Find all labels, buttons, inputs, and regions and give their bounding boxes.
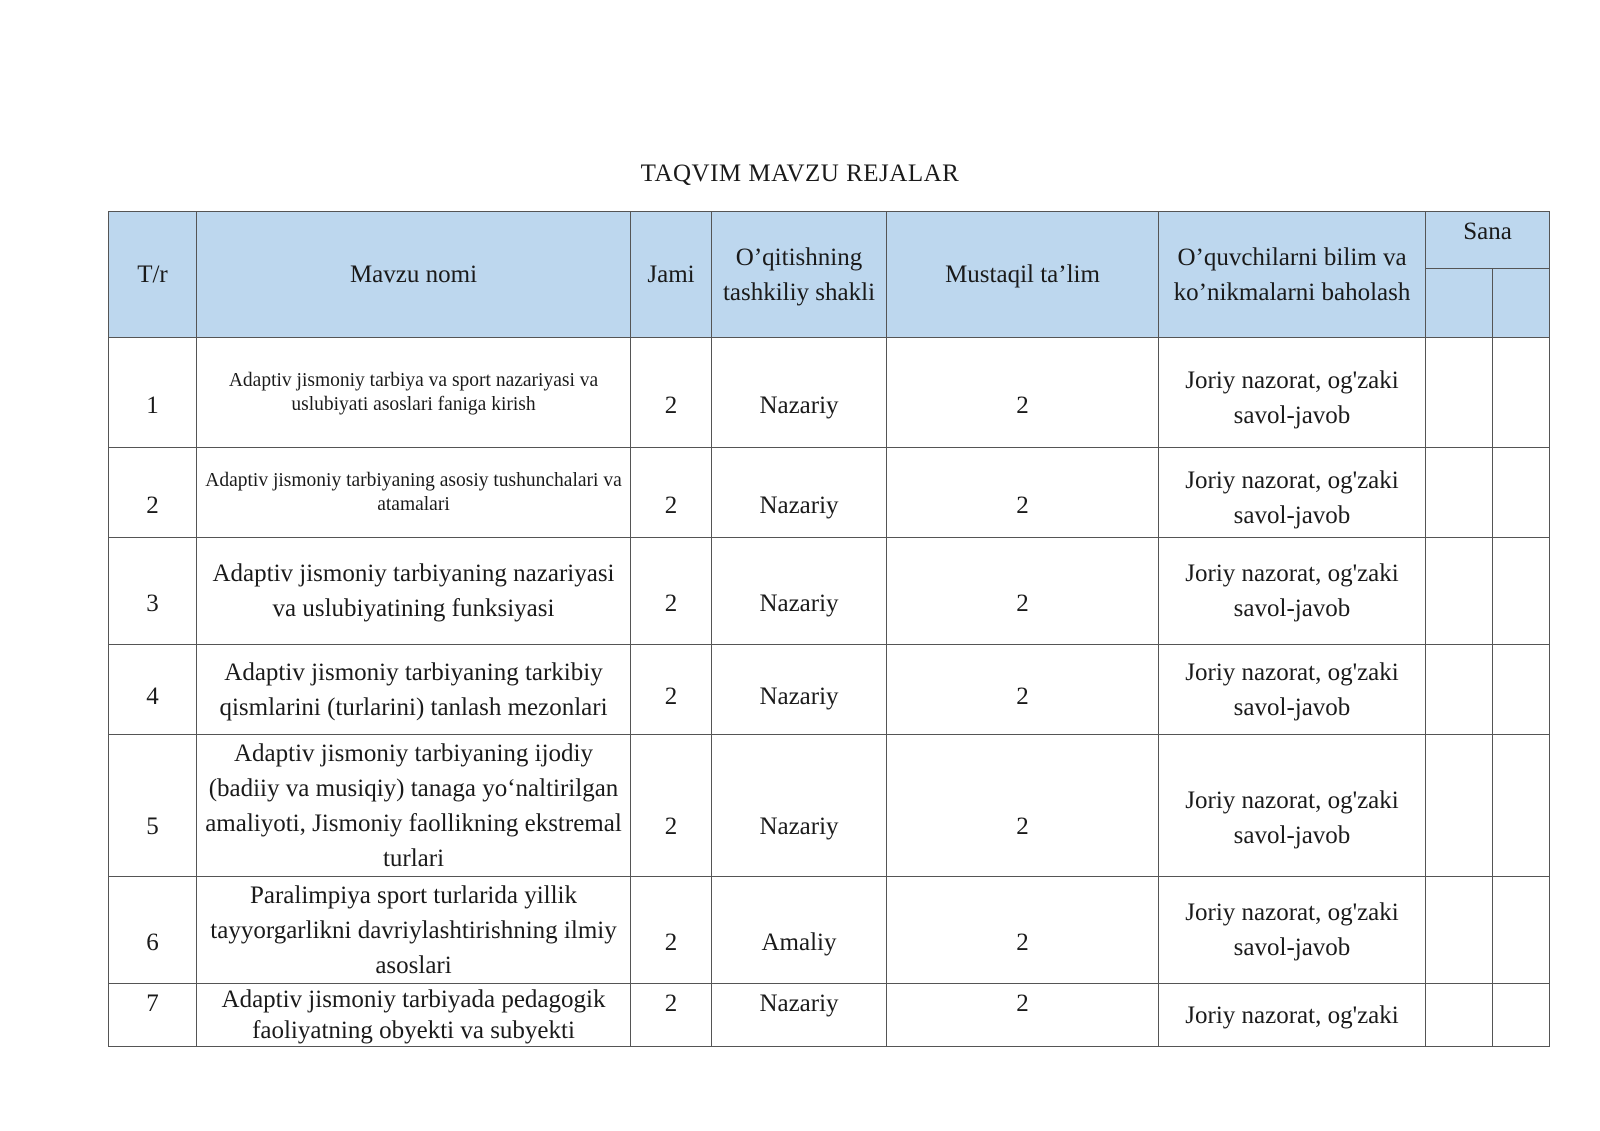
table-row <box>109 645 1550 735</box>
row-topic: Paralimpiya sport turlarida yillik tayyorgarlikni davriylashtirishning ilmiy asoslari <box>197 877 631 984</box>
header-num: T/r <box>109 212 197 338</box>
header-form: O’qitishning tashkiliy shakli <box>712 212 887 338</box>
row-independent: 2 <box>887 448 1159 538</box>
row-form: Amaliy <box>712 877 887 984</box>
table-row <box>109 448 1550 538</box>
row-assessment: Joriy nazorat, og'zaki savol-javob <box>1159 877 1426 984</box>
row-form: Nazariy <box>712 448 887 538</box>
row-date-cell-1[interactable] <box>1426 735 1493 877</box>
row-form: Nazariy <box>712 984 887 1047</box>
row-number: 4 <box>109 645 197 735</box>
row-date-cell-1[interactable] <box>1426 877 1493 984</box>
row-assessment: Joriy nazorat, og'zaki savol-javob <box>1159 735 1426 877</box>
header-independent: Mustaqil ta’lim <box>887 212 1159 338</box>
row-topic: Adaptiv jismoniy tarbiyaning tarkibiy qismlarini (turlarini) tanlash mezonlari <box>197 645 631 735</box>
row-number: 5 <box>109 735 197 877</box>
row-date-cell-2[interactable] <box>1493 538 1550 645</box>
row-date-cell-1[interactable] <box>1426 645 1493 735</box>
row-form: Nazariy <box>712 338 887 448</box>
header-date: Sana <box>1426 212 1550 269</box>
row-assessment: Joriy nazorat, og'zaki savol-javob <box>1159 338 1426 448</box>
row-topic: Adaptiv jismoniy tarbiyaning nazariyasi va uslubiyatining funksiyasi <box>197 538 631 645</box>
row-total: 2 <box>631 448 712 538</box>
row-total: 2 <box>631 984 712 1047</box>
row-total: 2 <box>631 877 712 984</box>
header-date-sub-2 <box>1493 269 1550 338</box>
table-row <box>109 984 1550 1047</box>
calendar-plan-table <box>108 211 1550 1047</box>
row-date-cell-2[interactable] <box>1493 735 1550 877</box>
row-number: 3 <box>109 538 197 645</box>
row-assessment: Joriy nazorat, og'zaki savol-javob <box>1159 448 1426 538</box>
header-total: Jami <box>631 212 712 338</box>
row-date-cell-2[interactable] <box>1493 645 1550 735</box>
row-form: Nazariy <box>712 735 887 877</box>
row-date-cell-2[interactable] <box>1493 338 1550 448</box>
table-row <box>109 338 1550 448</box>
row-number: 2 <box>109 448 197 538</box>
row-form: Nazariy <box>712 645 887 735</box>
document-title: TAQVIM MAVZU REJALAR <box>640 160 960 187</box>
row-assessment: Joriy nazorat, og'zaki savol-javob <box>1159 645 1426 735</box>
row-total: 2 <box>631 735 712 877</box>
header-assessment: O’quvchilarni bilim va ko’nikmalarni baholash <box>1159 212 1426 338</box>
table-row <box>109 538 1550 645</box>
row-date-cell-2[interactable] <box>1493 877 1550 984</box>
row-independent: 2 <box>887 538 1159 645</box>
row-total: 2 <box>631 538 712 645</box>
row-total: 2 <box>631 645 712 735</box>
row-date-cell-2[interactable] <box>1493 984 1550 1047</box>
row-total: 2 <box>631 338 712 448</box>
row-number: 1 <box>109 338 197 448</box>
row-independent: 2 <box>887 645 1159 735</box>
header-date-sub-1 <box>1426 269 1493 338</box>
table-row <box>109 877 1550 984</box>
table-row <box>109 735 1550 877</box>
row-date-cell-1[interactable] <box>1426 448 1493 538</box>
row-number: 7 <box>109 984 197 1047</box>
row-assessment: Joriy nazorat, og'zaki savol-javob <box>1159 538 1426 645</box>
row-independent: 2 <box>887 338 1159 448</box>
row-independent: 2 <box>887 735 1159 877</box>
row-topic: Adaptiv jismoniy tarbiya va sport nazariyasi va uslubiyati asoslari faniga kirish <box>197 338 631 448</box>
row-topic: Adaptiv jismoniy tarbiyaning asosiy tushunchalari va atamalari <box>197 448 631 538</box>
row-date-cell-2[interactable] <box>1493 448 1550 538</box>
row-independent: 2 <box>887 984 1159 1047</box>
row-independent: 2 <box>887 877 1159 984</box>
row-date-cell-1[interactable] <box>1426 538 1493 645</box>
row-topic: Adaptiv jismoniy tarbiyada pedagogik faoliyatning obyekti va subyekti <box>197 984 631 1047</box>
row-topic: Adaptiv jismoniy tarbiyaning ijodiy (badiiy va musiqiy) tanaga yo‘naltirilgan amaliyoti, Jismoniy faollikning ekstremal turlari <box>197 735 631 877</box>
row-date-cell-1[interactable] <box>1426 338 1493 448</box>
row-number: 6 <box>109 877 197 984</box>
row-date-cell-1[interactable] <box>1426 984 1493 1047</box>
header-topic: Mavzu nomi <box>197 212 631 338</box>
row-form: Nazariy <box>712 538 887 645</box>
row-assessment: Joriy nazorat, og'zaki <box>1159 984 1426 1047</box>
